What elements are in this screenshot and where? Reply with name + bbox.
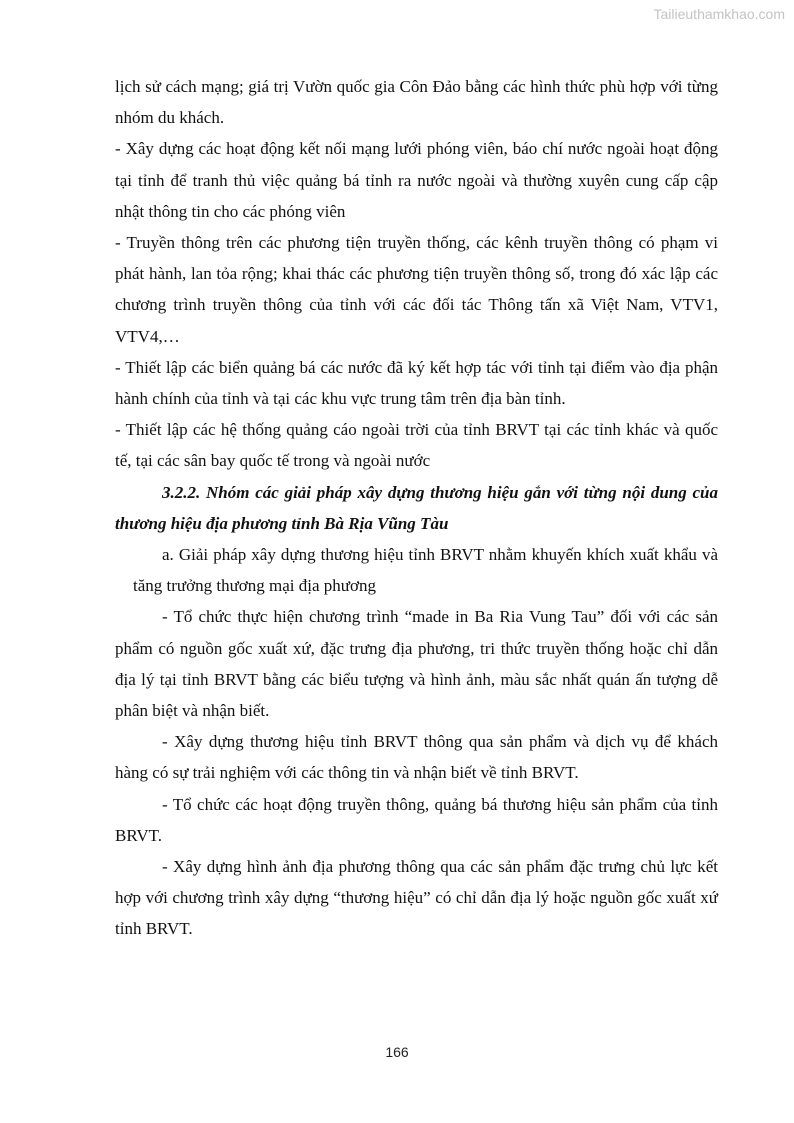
paragraph: - Thiết lập các hệ thống quảng cáo ngoài trời của tỉnh BRVT tại các tỉnh khác và quốc tế, tại các sân bay quốc tế trong và ngoài nước: [115, 420, 718, 471]
paragraph: - Xây dựng các hoạt động kết nối mạng lưới phóng viên, báo chí nước ngoài hoạt động tại tỉnh để tranh thủ việc quảng bá tỉnh ra nước ngoài và thường xuyên cung cấp cập nhật thông tin cho các phóng viên: [115, 139, 718, 221]
subsection-heading: a. Giải pháp xây dựng thương hiệu tỉnh BRVT nhằm khuyến khích xuất khẩu và tăng trưởng thương mại địa phương: [133, 545, 718, 596]
paragraph: - Thiết lập các biển quảng bá các nước đã ký kết hợp tác với tỉnh tại điểm vào địa phận hành chính của tỉnh và tại các khu vực trung tâm trên địa bàn tỉnh.: [115, 357, 718, 409]
bullet-item: - Xây dựng hình ảnh địa phương thông qua các sản phẩm đặc trưng chủ lực kết hợp với chương trình xây dựng “thương hiệu” có chỉ dẫn địa lý hoặc nguồn gốc xuất xứ tỉnh BRVT.: [115, 857, 718, 939]
bullet-item: - Tổ chức thực hiện chương trình “made in Ba Ria Vung Tau” đối với các sản phẩm có nguồn gốc xuất xứ, đặc trưng địa phương, tri thức truyền thống hoặc chỉ dẫn địa lý tại tỉnh BRVT bằng các biểu tượng và hình ảnh, màu sắc nhất quán ấn tượng dễ phân biệt và nhận biết.: [115, 607, 718, 721]
document-body: [115, 71, 718, 945]
paragraph: lịch sử cách mạng; giá trị Vườn quốc gia Côn Đảo bằng các hình thức phù hợp với từng nhóm du khách.: [115, 77, 718, 128]
paragraph: - Truyền thông trên các phương tiện truyền thống, các kênh truyền thông có phạm vi phát hành, lan tỏa rộng; khai thác các phương tiện truyền thông số, trong đó xác lập các chương trình truyền thông của tỉnh với các đối tác Thông tấn xã Việt Nam, VTV1, VTV4,…: [115, 233, 718, 346]
page-number: 166: [385, 1044, 409, 1060]
bullet-item: - Xây dựng thương hiệu tỉnh BRVT thông qua sản phẩm và dịch vụ để khách hàng có sự trải nghiệm với các thông tin và nhận biết về tỉnh BRVT.: [115, 732, 718, 783]
watermark: Tailieuthamkhao.com: [653, 6, 785, 22]
section-heading: 3.2.2. Nhóm các giải pháp xây dựng thương hiệu gắn với từng nội dung của thương hiệu địa phương tỉnh Bà Rịa Vũng Tàu: [115, 482, 718, 533]
bullet-item: - Tổ chức các hoạt động truyền thông, quảng bá thương hiệu sản phẩm của tỉnh BRVT.: [115, 794, 718, 845]
